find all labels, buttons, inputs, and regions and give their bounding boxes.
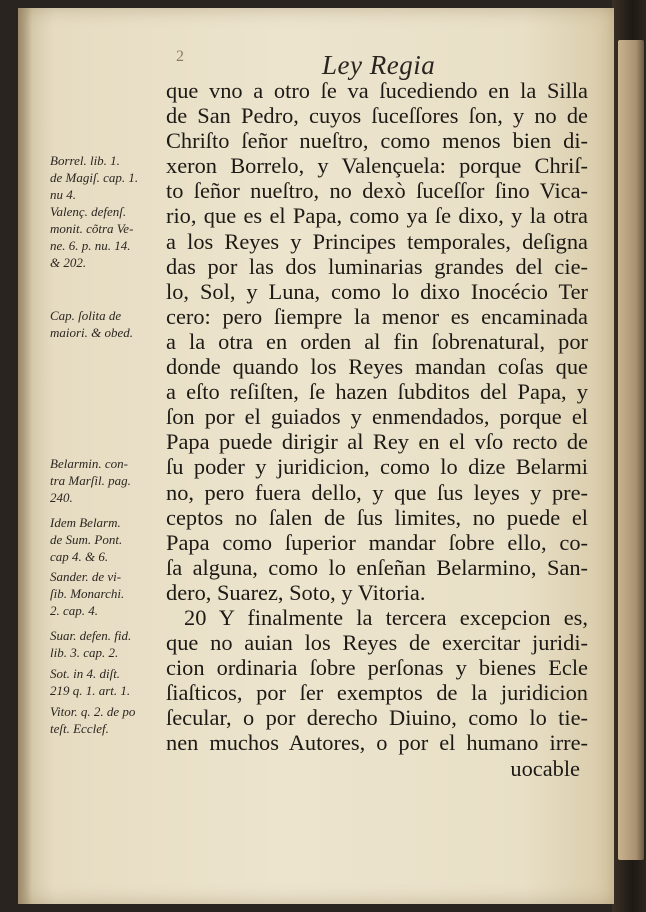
text-line: xeron Borrelo, y Valençuela: porque Chriſ- xyxy=(166,153,588,179)
text-line: ſa alguna, como lo enſeñan Belarmino, San- xyxy=(166,554,588,580)
text-line: cero: pero ſiempre la menor es encaminada xyxy=(166,303,588,329)
book-edge xyxy=(612,0,646,912)
margin-note-borrel: Borrel. lib. 1. de Magiſ. cap. 1. nu 4. xyxy=(50,153,139,202)
text-line: cion ordinaria ſobre perſonas y bienes Ecle xyxy=(166,655,588,681)
text-line: no, pero fuera dello, y que ſus leyes y pre- xyxy=(166,479,588,505)
text-line: de San Pedro, cuyos ſuceſſores ſon, y no de xyxy=(166,103,588,129)
text-line: ſecular, o por derecho Diuino, como lo tie- xyxy=(166,705,588,731)
text-line: ſiaſticos, por ſer exemptos de la juridicion xyxy=(166,680,588,706)
margin-note-vitor: Vitor. q. 2. de po teſt. Ecclef. xyxy=(50,704,136,736)
running-head: Ley Regia xyxy=(322,50,436,80)
next-leaf-edge xyxy=(618,40,644,860)
margin-note-cap-solita: Cap. ſolita de maiori. & obed. xyxy=(50,308,134,340)
margin-note-belarmin: Belarmin. con- tra Marſil. pag. 240. xyxy=(50,456,131,505)
text-line: das por las dos luminarias grandes del cie- xyxy=(166,253,588,279)
text-line: ceptos no ſalen de ſus limites, no puede el xyxy=(166,504,588,530)
text-line: rio, que es el Papa, como ya ſe dixo, y la otra xyxy=(166,203,588,229)
text-line: ſon por el guiados y enmendados, porque el xyxy=(166,404,588,430)
margin-note-sander: Sander. de vi- ſib. Monarchi. 2. cap. 4. xyxy=(50,569,125,618)
text-line: to ſeñor nueſtro, no dexò ſuceſſor ſino Vica- xyxy=(166,178,588,204)
text-line: nen muchos Autores, o por el humano irre- xyxy=(166,730,588,756)
text-line: Chriſto ſeñor nueſtro, como menos bien di- xyxy=(166,128,588,154)
text-line: a los Reyes y Principes temporales, deſigna xyxy=(166,228,588,254)
main-text-block xyxy=(166,78,588,781)
text-line: a eſto reſiſten, ſe hazen ſubditos del Papa, y xyxy=(166,379,588,405)
margin-note-sot: Sot. in 4. diſt. 219 q. 1. art. 1. xyxy=(50,666,131,698)
text-line: a la otra en orden al fin ſobrenatural, por xyxy=(166,328,588,354)
paragraph-20-start: 20 Y finalmente la tercera excepcion es, xyxy=(184,604,588,630)
text-line: que no auian los Reyes de exercitar juridi- xyxy=(166,630,588,656)
text-line: dero, Suarez, Soto, y Vitoria. xyxy=(166,579,426,605)
margin-note-valenc: Valenç. defenſ. monit. cõtra Ve- ne. 6. p. nu. 14. & 202. xyxy=(50,204,134,270)
text-line: que vno a otro ſe va ſucediendo en la Silla xyxy=(166,78,588,103)
page-gutter-shadow xyxy=(18,8,32,904)
margin-note-suar: Suar. defen. fid. lib. 3. cap. 2. xyxy=(50,628,132,660)
text-line: Papa puede dirigir al Rey en el vſo recto de xyxy=(166,429,588,455)
page-mark: 2 xyxy=(176,48,184,65)
text-line: Papa como ſuperior mandar ſobre ello, co- xyxy=(166,529,588,555)
margin-note-idem-belarm: Idem Belarm. de Sum. Pont. cap 4. & 6. xyxy=(50,515,123,564)
catchword: uocable xyxy=(510,755,580,781)
text-line: ſu poder y juridicion, como lo dize Belarmi xyxy=(166,454,588,480)
text-line: lo, Sol, y Luna, como lo dixo Inocécio Ter xyxy=(166,278,588,304)
text-line: donde quando los Reyes mandan coſas que xyxy=(166,354,588,380)
